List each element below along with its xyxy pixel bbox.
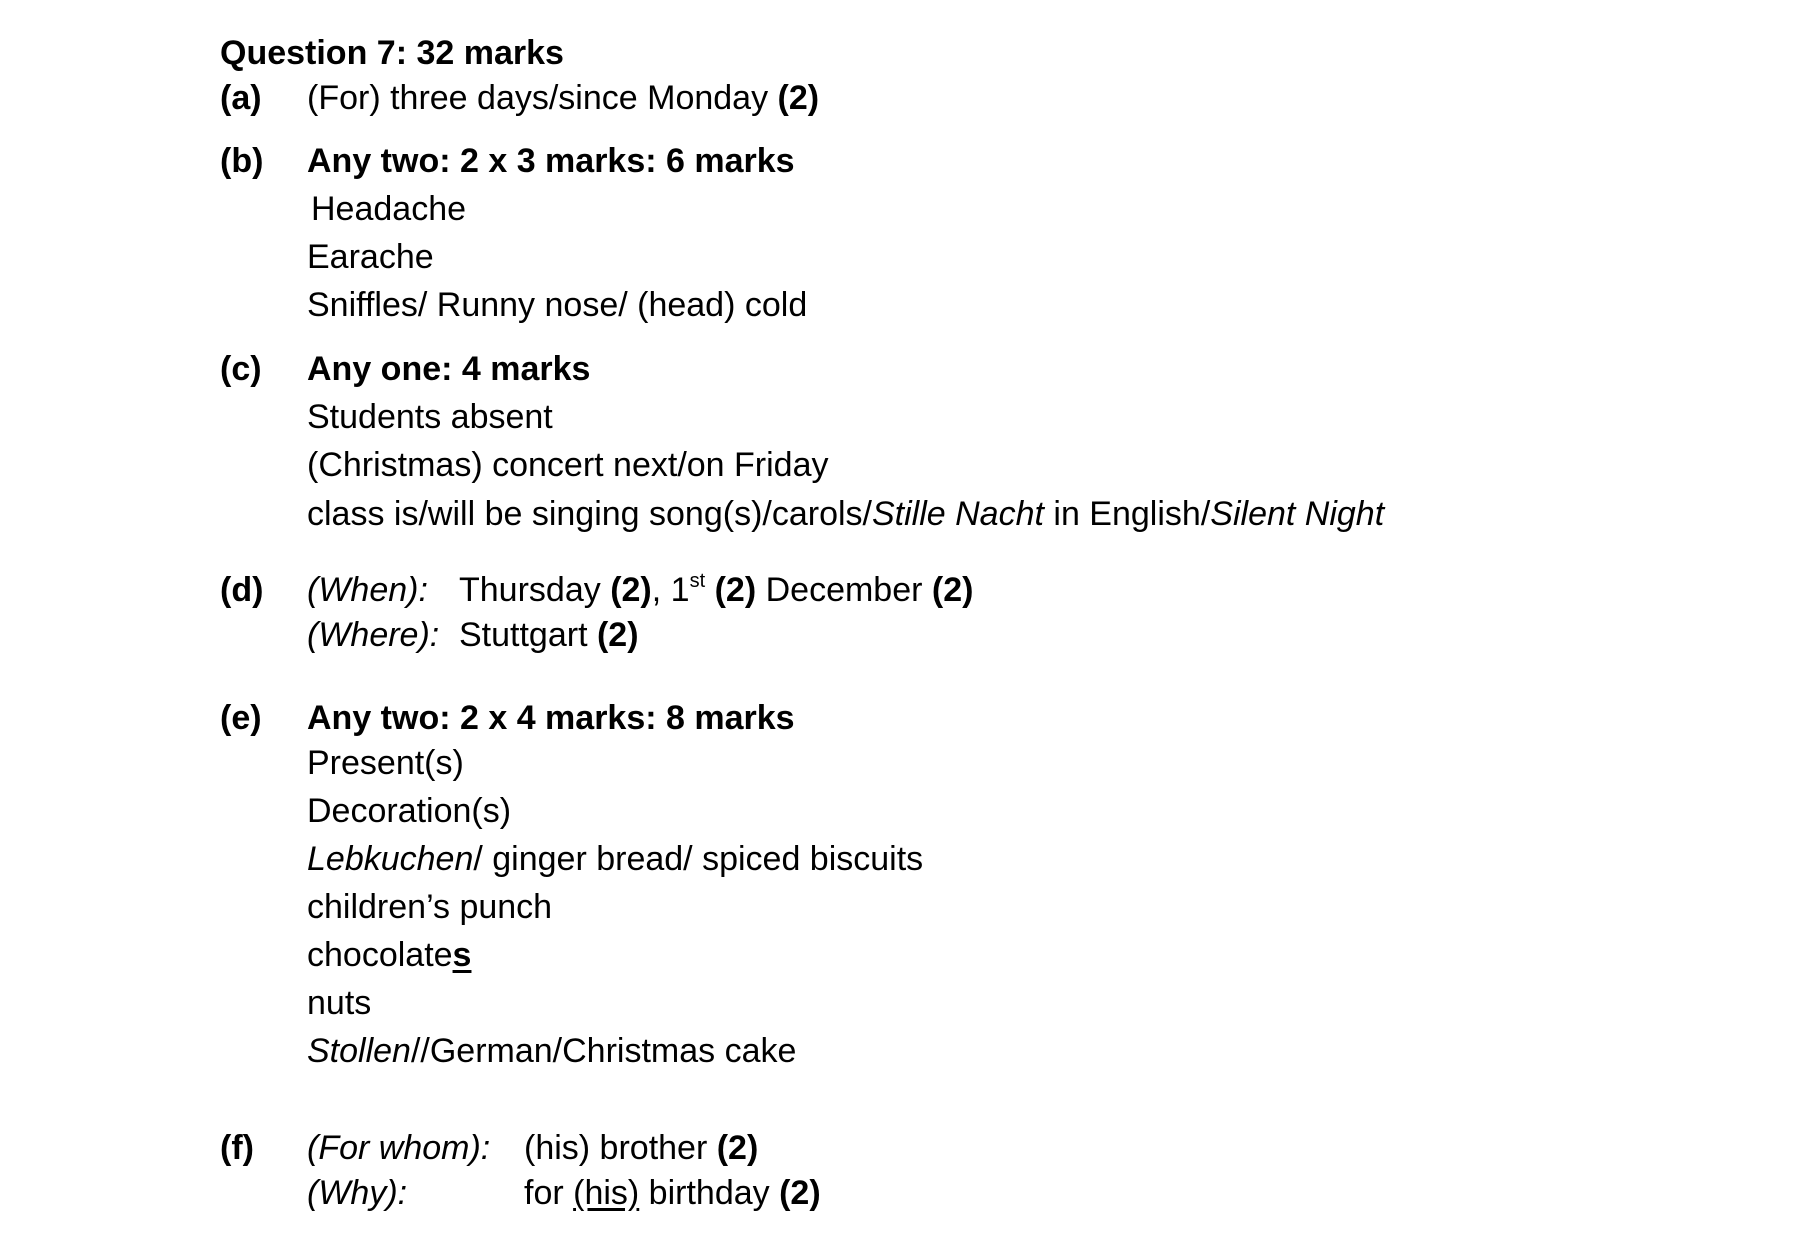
part-e-item-stollen <box>307 1031 796 1071</box>
part-d-day: Thursday <box>459 571 601 609</box>
part-a-label: (a) <box>220 79 262 117</box>
part-d-where-label: (Where): <box>307 616 440 654</box>
part-c-singing-text: class is/will be singing song(s)/carols/ <box>307 495 872 533</box>
part-b-label: (b) <box>220 142 264 180</box>
part-f-why-label: (Why): <box>307 1174 408 1212</box>
part-c-stille-nacht: Stille Nacht <box>871 495 1044 533</box>
part-f-why-his: (his) <box>573 1174 640 1212</box>
part-c-heading: Any one: 4 marks <box>307 350 591 388</box>
part-d-date-suffix: st <box>689 570 706 592</box>
question-title: Question 7: 32 marks <box>220 34 564 72</box>
part-e-lebkuchen-word: Lebkuchen <box>307 840 474 878</box>
part-f-whom-text: (his) brother <box>524 1129 708 1167</box>
part-c-item-singing <box>307 494 1384 534</box>
part-d-month-marks: (2) <box>931 571 974 609</box>
part-e-stollen-rest: //German/Christmas cake <box>410 1032 797 1070</box>
part-e-item-punch: children’s punch <box>307 888 553 926</box>
part-a-answer <box>307 78 819 118</box>
part-f-label: (f) <box>220 1129 254 1167</box>
part-d-where-text: Stuttgart <box>459 616 588 654</box>
part-d-month: December <box>765 571 923 609</box>
part-e-stollen-word: Stollen <box>307 1032 411 1070</box>
part-e-chocolate-plural: s <box>452 936 472 974</box>
part-e-item-lebkuchen <box>307 839 923 879</box>
part-d-date: 1 <box>670 571 690 609</box>
part-e-lebkuchen-rest: / ginger bread/ spiced biscuits <box>473 840 924 878</box>
part-c-item-students: Students absent <box>307 398 553 436</box>
part-d-label: (d) <box>220 571 264 609</box>
part-d-when-label: (When): <box>307 571 428 609</box>
part-d-date-marks: (2) <box>714 571 757 609</box>
part-a-marks: (2) <box>777 79 820 117</box>
part-b-item-earache: Earache <box>307 238 434 276</box>
part-b-item-headache: Headache <box>311 190 467 228</box>
part-a-answer-text: (For) three days/since Monday <box>307 79 769 117</box>
part-f-why-answer <box>524 1173 821 1213</box>
part-b-item-cold: Sniffles/ Runny nose/ (head) cold <box>307 286 808 324</box>
part-e-item-presents: Present(s) <box>307 744 464 782</box>
part-e-item-decorations: Decoration(s) <box>307 792 512 830</box>
part-e-chocolate-word: chocolate <box>307 936 453 974</box>
part-d-day-marks: (2) <box>610 571 652 609</box>
part-b-heading: Any two: 2 x 3 marks: 6 marks <box>307 142 795 180</box>
part-f-whom-label: (For whom): <box>307 1129 491 1167</box>
part-e-item-nuts: nuts <box>307 984 372 1022</box>
part-d-where-answer <box>459 615 639 655</box>
part-f-whom-marks: (2) <box>716 1129 759 1167</box>
part-c-label: (c) <box>220 350 262 388</box>
part-d-when-answer <box>459 570 973 610</box>
part-e-heading: Any two: 2 x 4 marks: 8 marks <box>307 699 795 737</box>
part-f-why-marks: (2) <box>779 1174 821 1212</box>
part-d-separator: , <box>651 571 671 609</box>
part-f-whom-answer <box>524 1128 758 1168</box>
part-e-item-chocolates <box>307 935 471 975</box>
part-f-why-post: birthday <box>639 1174 770 1212</box>
part-c-silent-night: Silent Night <box>1210 495 1385 533</box>
part-f-why-pre: for <box>524 1174 574 1212</box>
part-c-item-concert: (Christmas) concert next/on Friday <box>307 446 829 484</box>
part-c-in-english: in English/ <box>1043 495 1211 533</box>
part-d-where-marks: (2) <box>596 616 639 654</box>
part-e-label: (e) <box>220 699 262 737</box>
